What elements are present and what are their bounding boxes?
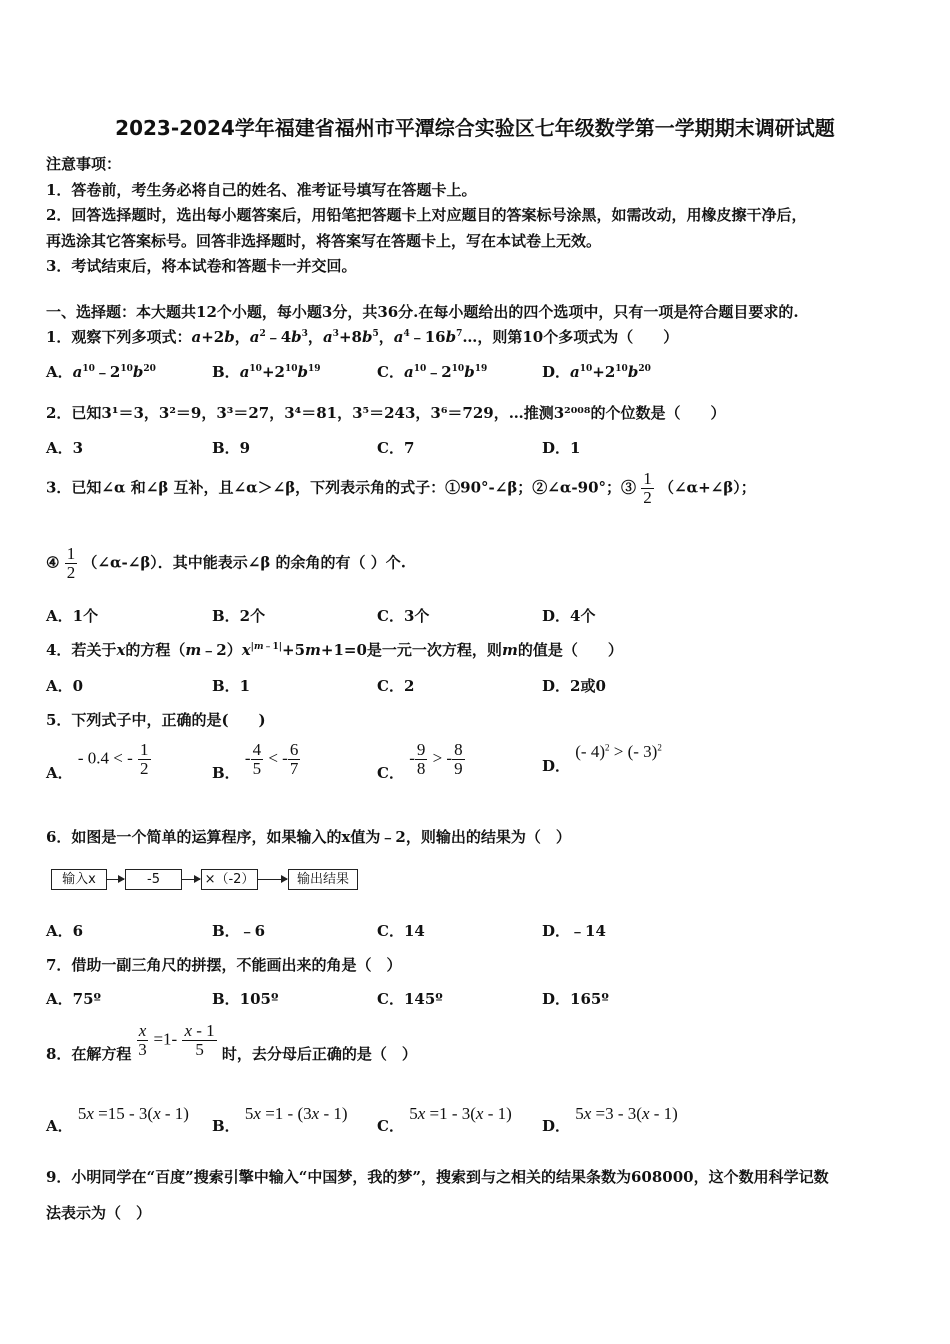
question-2-options <box>46 437 906 461</box>
flow-output-box: 输出结果 <box>288 869 358 890</box>
note-item: 2．回答选择题时，选出每小题答案后，用铅笔把答题卡上对应题目的答案标号涂黑，如需改动，用橡皮擦干净后， <box>46 206 807 224</box>
option-b[interactable]: B． 5x =1 - (3x - 1) <box>212 1104 348 1135</box>
option-c[interactable]: C．14 <box>377 922 425 940</box>
notes <box>46 152 806 280</box>
fraction-half: $\frac{1}{2}$ <box>643 469 652 507</box>
option-b[interactable]: B．$a^{10}+2^{10}b^{19}$ <box>212 363 321 381</box>
exam-title: 2023-2024学年福建省福州市平潭综合实验区七年级数学第一学期期末调研试题 <box>115 116 835 140</box>
notes-heading: 注意事项： <box>46 155 122 173</box>
question-1-options <box>46 361 906 385</box>
option-c[interactable]: C．145º <box>377 990 443 1008</box>
option-c[interactable]: C．7 <box>377 439 415 457</box>
arrow-icon <box>106 879 124 880</box>
question-5-options <box>46 741 906 791</box>
note-item: 再选涂其它答案标号。回答非选择题时，将答案写在答题卡上，写在本试卷上无效。 <box>46 231 602 250</box>
question-9-cont: 法表示为（ ） <box>46 1204 152 1222</box>
question-4-options <box>46 675 906 699</box>
question-7-options <box>46 988 906 1012</box>
option-a[interactable]: A． - 0.4 < - $\frac{1}{2}$ <box>46 740 149 782</box>
option-c[interactable]: C． 5x =1 - 3(x - 1) <box>377 1104 512 1135</box>
question-3-options <box>46 605 906 629</box>
question-3: 3．已知∠α 和∠β 互补，且∠α＞∠β，下列表示角的式子：①90°-∠β；②∠α-90°；③ $\frac{1}{2}$ （∠α+∠β）； <box>46 469 756 507</box>
option-c[interactable]: C．$a^{10}﹣2^{10}b^{19}$ <box>377 363 488 381</box>
option-a[interactable]: A．6 <box>46 922 84 940</box>
fraction-half: $\frac{1}{2}$ <box>66 544 76 582</box>
question-7: 7．借助一副三角尺的拼摆，不能画出来的角是（ ） <box>46 956 402 974</box>
option-b[interactable]: B． - $\frac{4}{5}$ < - $\frac{6}{7}$ <box>212 740 299 782</box>
question-4: 4．若关于x的方程$(m﹣2)x^{|m﹣1|}+5m+1=0$是一元一次方程，则m的值是（ ） <box>46 641 623 659</box>
section-heading: 一、选择题：本大题共12个小题，每小题3分，共36分.在每小题给出的四个选项中，只有一项是符合题目要求的. <box>46 303 799 321</box>
option-a[interactable]: A．3 <box>46 439 84 457</box>
option-a[interactable]: A．75º <box>46 990 102 1008</box>
option-c[interactable]: C．3个 <box>377 607 430 625</box>
option-d[interactable]: D．$a^{10}+2^{10}b^{20}$ <box>542 363 651 381</box>
question-9: 9．小明同学在“百度”搜索引擎中输入“中国梦，我的梦”，搜索到与之相关的结果条数为608000，这个数用科学记数 <box>46 1168 829 1186</box>
option-a[interactable]: A．1个 <box>46 607 99 625</box>
question-6: 6．如图是一个简单的运算程序，如果输入的x值为﹣2，则输出的结果为（ ） <box>46 828 571 846</box>
question-5: 5．下列式子中，正确的是( ) <box>46 711 266 729</box>
flow-step-box: ×（-2） <box>201 869 258 890</box>
option-c[interactable]: C． - $\frac{9}{8}$ > - $\frac{8}{9}$ <box>377 740 463 782</box>
option-d[interactable]: D．165º <box>542 990 609 1008</box>
option-d[interactable]: D．1 <box>542 439 581 457</box>
question-2: 2．已知3¹＝3，3²＝9，3³＝27，3⁴＝81，3⁵＝243，3⁶＝729，…推测3²⁰⁰⁸的个位数是（ ） <box>46 404 726 422</box>
option-b[interactable]: B．1 <box>212 677 251 695</box>
note-item: 1．答卷前，考生务必将自己的姓名、准考证号填写在答题卡上。 <box>46 180 477 199</box>
arrow-icon <box>181 879 200 880</box>
option-b[interactable]: B．9 <box>212 439 251 457</box>
question-1: 1．观察下列多项式：a+2b，$a^2﹣4b^3$，$a^3+8b^5$，$a^4﹣16b^7\dots$，则第10个多项式为（ ） <box>46 328 679 346</box>
option-a[interactable]: A． 5x =15 - 3(x - 1) <box>46 1104 189 1135</box>
option-a[interactable]: A．$a^{10}﹣2^{10}b^{20}$ <box>46 363 156 381</box>
option-b[interactable]: B．105º <box>212 990 279 1008</box>
note-item: 3．考试结束后，将本试卷和答题卡一并交回。 <box>46 257 357 275</box>
option-d[interactable]: D． 5x =3 - 3(x - 1) <box>542 1104 678 1135</box>
question-8-options <box>46 1103 906 1139</box>
question-6-options <box>46 920 906 944</box>
question-3-cont: ④ $\frac{1}{2}$ （∠α-∠β）．其中能表示∠β 的余角的有（ ）个. <box>46 544 406 582</box>
option-d[interactable]: D．4个 <box>542 607 596 625</box>
arrow-icon <box>257 879 287 880</box>
question-8: 8．在解方程 $\frac{x}{3}$ =1- $\frac{x - 1}{5}$ 时，去分母后正确的是（ ） <box>46 1021 417 1063</box>
option-d[interactable]: D．2或0 <box>542 677 606 695</box>
option-d[interactable]: D．﹣14 <box>542 922 606 940</box>
option-a[interactable]: A．0 <box>46 677 84 695</box>
option-c[interactable]: C．2 <box>377 677 415 695</box>
flow-input-box: 输入x <box>51 869 107 890</box>
option-d[interactable]: D． (- 4)$^2$ > (- 3)$^2$ <box>542 742 662 775</box>
flow-step-box: -5 <box>125 869 182 890</box>
option-b[interactable]: B．﹣6 <box>212 922 266 940</box>
option-b[interactable]: B．2个 <box>212 607 266 625</box>
